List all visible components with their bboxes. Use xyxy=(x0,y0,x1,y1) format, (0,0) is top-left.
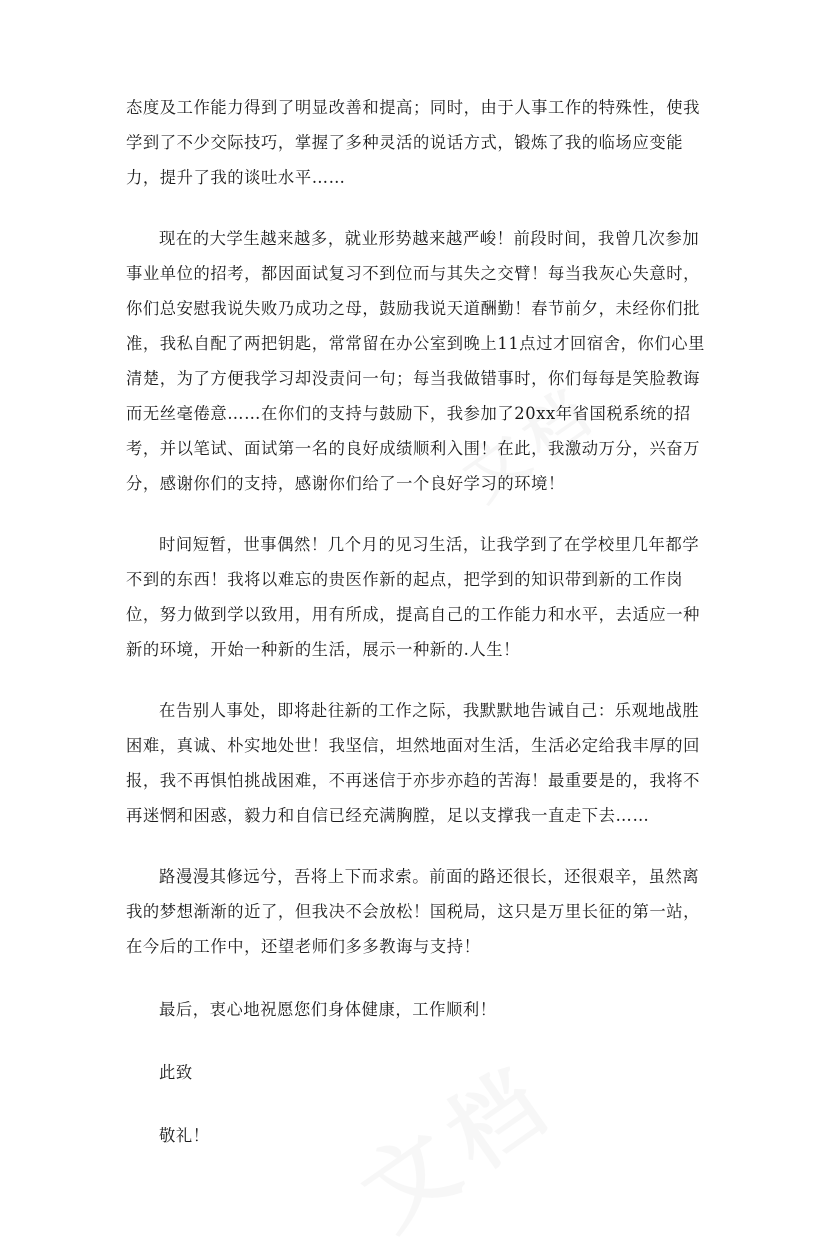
closing-regards: 敬礼！ xyxy=(159,1126,210,1145)
paragraph-farewell: 在告别人事处，即将赴往新的工作之际，我默默地告诫自己：乐观地战胜困难，真诚、朴实地处世！我坚信，坦然地面对生活，生活必定给我丰厚的回报，我不再惧怕挑战困难，不再迷信于亦步亦趋的苦海！最重要是的，我将不再迷惘和困惑，毅力和自信已经充满胸膛，足以支撑我一直走下去…… xyxy=(126,701,700,825)
closing-salutation: 此致 xyxy=(159,1063,193,1082)
paragraph-wishes: 最后，衷心地祝愿您们身体健康，工作顺利！ xyxy=(159,1000,497,1019)
paragraph-journey: 路漫漫其修远兮，吾将上下而求索。前面的路还很长，还很艰辛，虽然离我的梦想渐渐的近了，但我决不会放松！国税局，这只是万里长征的第一站，在今后的工作中，还望老师们多多教诲与支持！ xyxy=(126,867,700,956)
paragraph-job-search: 现在的大学生越来越多，就业形势越来越严峻！前段时间，我曾几次参加事业单位的招考，都因面试复习不到位而与其失之交臂！每当我灰心失意时，你们总安慰我说失败乃成功之母，鼓励我说天道酬勤！春节前夕，未经你们批准，我私自配了两把钥匙，常常留在办公室到晚上11点过才回宿舍，你们心里清楚，为了方便我学习却没责问一句；每当我做错事时，你们每每是笑脸教诲而无丝毫倦意……在你们的支持与鼓励下，我参加了20xx年省国税系统的招考，并以笔试、面试第一名的良好成绩顺利入围！在此，我激动万分，兴奋万分，感谢你们的支持，感谢你们给了一个良好学习的环境！ xyxy=(126,229,706,493)
paragraph-continuation: 态度及工作能力得到了明显改善和提高；同时，由于人事工作的特殊性，使我学到了不少交际技巧，掌握了多种灵活的说话方式，锻炼了我的临场应变能力，提升了我的谈吐水平…… xyxy=(126,98,700,187)
document-body xyxy=(126,90,716,1153)
paragraph-internship: 时间短暂，世事偶然！几个月的见习生活，让我学到了在学校里几年都学不到的东西！我将以难忘的贵医作新的起点，把学到的知识带到新的工作岗位，努力做到学以致用，用有所成，提高自己的工作能力和水平，去适应一种新的环境，开始一种新的生活，展示一种新的.人生！ xyxy=(126,535,700,659)
